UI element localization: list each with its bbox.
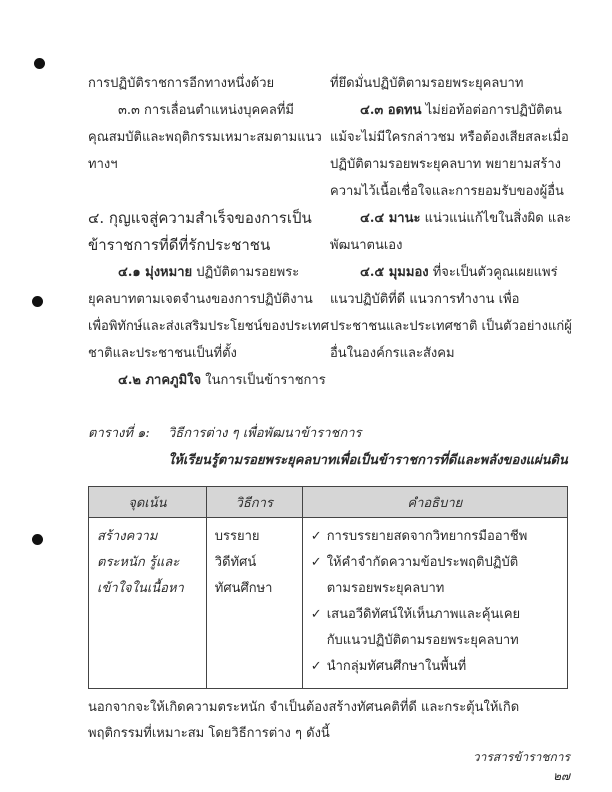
check-icon: ✓: [310, 607, 322, 622]
description-text: เสนอวีดิทัศน์ให้เห็นภาพและคุ้นเคย: [326, 607, 521, 622]
description-item: [311, 602, 559, 628]
table-caption: [88, 420, 568, 474]
left-paragraph-3: [88, 259, 333, 367]
focus-cell: สร้างความตระหนัก รู้และเข้าใจในเนื้อหา: [89, 518, 207, 689]
method-video: วิดีทัศน์: [214, 555, 257, 570]
right-paragraph-4: [330, 259, 575, 367]
method-lecture: บรรยาย: [214, 529, 260, 544]
section-heading: ๔. กุญแจสู่ความสำเร็จของการเป็นข้าราชการที่ดีที่รักประชาชน: [88, 209, 312, 254]
left-paragraph-1: การปฏิบัติราชการอีกทางหนึ่งด้วย: [88, 76, 275, 91]
description-item: [311, 550, 559, 576]
table-title-line-1: วิธีการต่าง ๆ เพื่อพัฒนาข้าราชการ: [168, 426, 362, 441]
page-footer: วารสารข้าราชการ ๒๗: [472, 750, 570, 783]
description-text: การบรรยายสดจากวิทยากรมืออาชีพ: [326, 529, 528, 544]
right-paragraph-3-lead: ๔.๔ มานะ: [360, 211, 421, 226]
right-paragraph-1: ที่ยึดมั่นปฏิบัติตามรอยพระยุคลบาท: [330, 76, 524, 91]
left-paragraph-2: ๓.๓ การเลื่อนตำแหน่งบุคคลที่มีคุณสมบัติและพฤติกรรมเหมาะสมตามแนวทางฯ: [88, 103, 322, 172]
left-column: [88, 70, 333, 394]
right-paragraph-2-lead: ๔.๓ อดทน: [360, 103, 422, 118]
table-caption-line-1: [88, 420, 568, 447]
check-icon: ✓: [310, 555, 322, 570]
header-method: วิธีการ: [206, 487, 302, 518]
punch-hole-top: [34, 58, 45, 69]
table-header-row: [89, 487, 568, 518]
right-paragraph-2-rest: ไม่ย่อท้อต่อการปฏิบัติตนแม้จะไม่มีใครกล่าวชม หรือต้องเสียสละเมื่อปฏิบัติตามรอยพระยุคลบาท พยายามสร้างความไว้เนื้อเชื่อใจและการยอมรับของผู้อื่น: [330, 103, 569, 199]
method-field-trip: ทัศนศึกษา: [214, 581, 273, 596]
left-paragraph-4-lead: ๔.๒ ภาคภูมิใจ: [118, 373, 202, 388]
table-number: ตารางที่ ๑:: [88, 426, 150, 441]
left-paragraph-3-lead: ๔.๑ มุ่งหมาย: [118, 265, 193, 280]
check-icon: ✓: [310, 529, 322, 544]
closing-paragraph: นอกจากจะให้เกิดความตระหนัก จำเป็นต้องสร้างทัศนคติที่ดี และกระตุ้นให้เกิดพฤติกรรมที่เหมาะสม โดยวิธีการต่าง ๆ ดังนี้: [88, 700, 520, 741]
description-cell: [302, 518, 567, 689]
header-focus: จุดเน้น: [89, 487, 207, 518]
description-item: [311, 524, 559, 550]
table-row: [89, 518, 568, 689]
right-paragraph-2: [330, 97, 575, 205]
description-text: นำกลุ่มทัศนศึกษาในพื้นที่: [326, 659, 467, 674]
right-paragraph-3: [330, 205, 575, 259]
description-continuation: กับแนวปฏิบัติตามรอยพระยุคลบาท: [326, 633, 519, 648]
header-description: คำอธิบาย: [302, 487, 567, 518]
description-item: [311, 654, 559, 680]
methods-table: [88, 486, 568, 689]
right-column: [330, 70, 575, 367]
description-continuation: ตามรอยพระยุคลบาท: [326, 581, 445, 596]
punch-hole-bottom: [32, 534, 43, 545]
description-text: ให้คำจำกัดความข้อประพฤติปฏิบัติ: [326, 555, 519, 570]
left-paragraph-4-rest: ในการเป็นข้าราชการ: [201, 373, 326, 388]
right-paragraph-4-rest: ที่จะเป็นตัวคูณเผยแพร่แนวปฏิบัติที่ดี แนวการทำงาน เพื่อประชาชนและประเทศชาติ เป็นตัวอย่างแก่ผู้อื่นในองค์กรและสังคม: [330, 265, 572, 361]
right-paragraph-4-lead: ๔.๕ มุมมอง: [360, 265, 429, 280]
punch-hole-middle: [32, 296, 43, 307]
check-icon: ✓: [310, 659, 322, 674]
method-cell: [206, 518, 302, 689]
right-paragraph-3-rest: แน่วแน่แก้ไขในสิ่งผิด และพัฒนาตนเอง: [330, 211, 572, 253]
left-paragraph-3-rest: ปฏิบัติตามรอยพระยุคลบาทตามเจตจำนงของการปฏิบัติงาน เพื่อพิทักษ์และส่งเสริมประโยชน์ของประเทศชาติและประชาชนเป็นที่ตั้ง: [88, 265, 329, 361]
left-paragraph-4: [88, 367, 333, 394]
table-title-line-2: ให้เรียนรู้ตามรอยพระยุคลบาทเพื่อเป็นข้าราชการที่ดีและพลังของแผ่นดิน: [168, 453, 568, 468]
